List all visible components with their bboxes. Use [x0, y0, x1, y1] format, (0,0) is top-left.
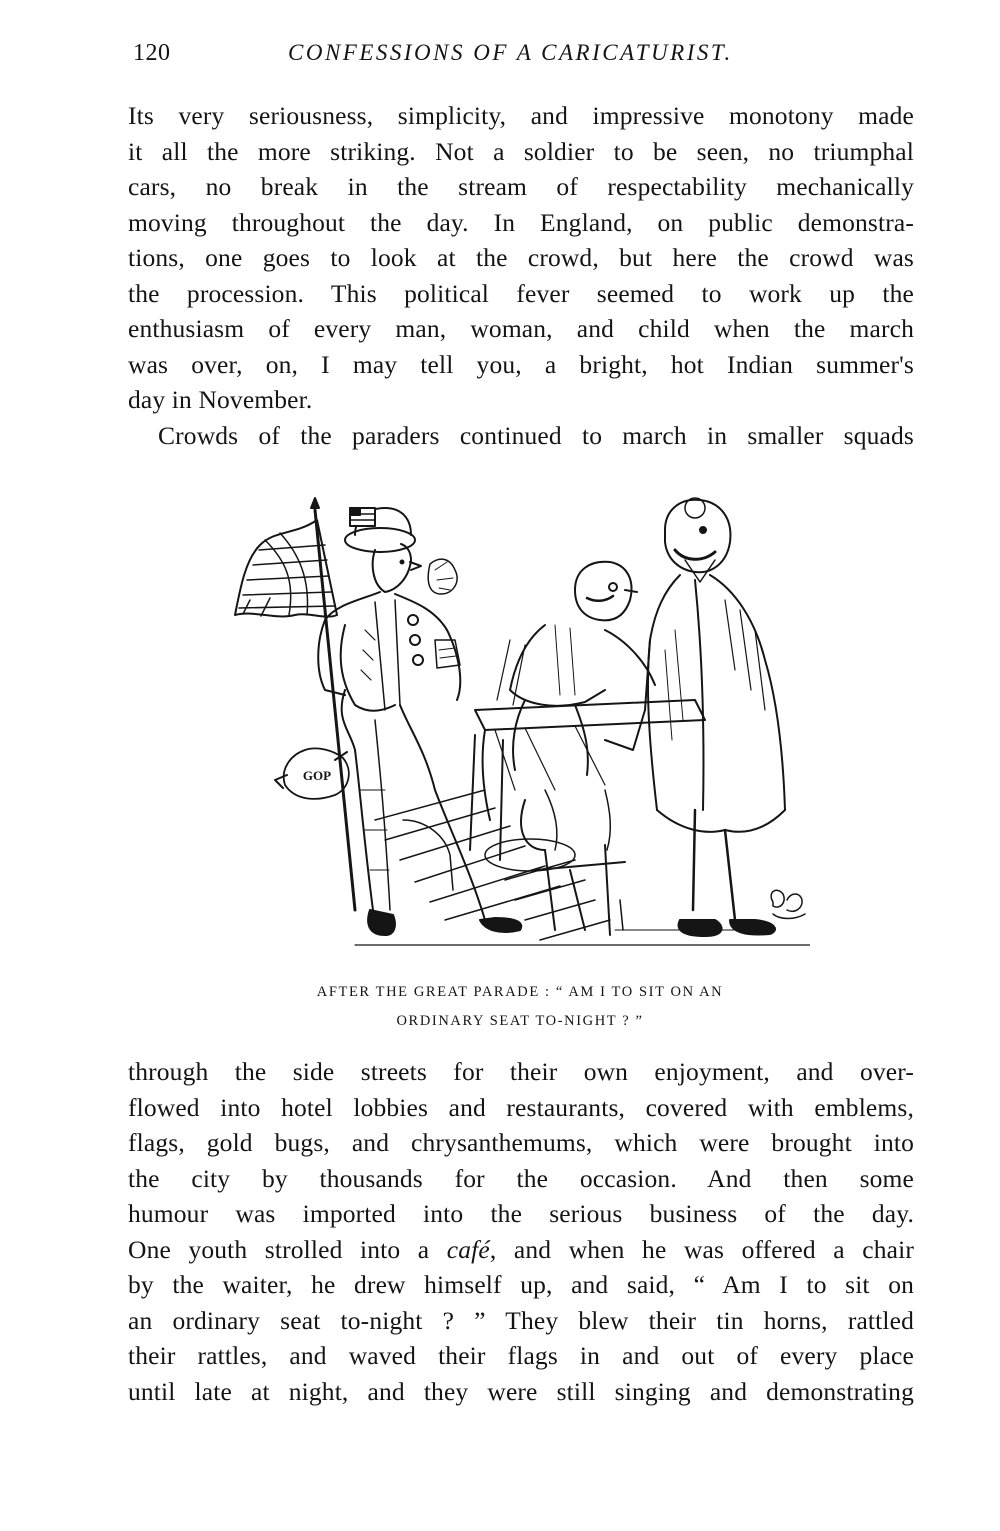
text-line: day in November.	[128, 385, 313, 414]
running-title: CONFESSIONS OF A CARICATURIST.	[288, 40, 733, 65]
text-line: cars, no break in the stream of respectability mechanically	[128, 172, 914, 201]
text-line: flags, gold bugs, and chrysanthemums, which were brought into	[128, 1128, 914, 1157]
body-text-bottom	[128, 1054, 914, 1409]
text-line: through the side streets for their own enjoyment, and over-	[128, 1057, 914, 1086]
text-line: enthusiasm of every man, woman, and child when the march	[128, 314, 914, 343]
text-line: it all the more striking. Not a soldier to be seen, no triumphal	[128, 136, 914, 166]
body-text-top	[128, 98, 914, 453]
text-fragment: , and when he was offered a chair	[489, 1234, 914, 1264]
text-line: Crowds of the paraders continued to march in smaller squads	[158, 420, 914, 450]
text-line-with-italic	[128, 1232, 914, 1268]
reveller-figure	[275, 508, 521, 935]
text-line: Its very seriousness, simplicity, and impressive monotony made	[128, 101, 914, 130]
italic-word: café	[446, 1234, 490, 1264]
page-number: 120	[133, 40, 171, 66]
chair-illustration	[403, 790, 625, 935]
text-line: an ordinary seat to-night ? ” They blew their tin horns, rattled	[128, 1305, 914, 1335]
gop-label: GOP	[302, 768, 332, 783]
text-line: moving throughout the day. In England, on public demonstra-	[128, 207, 914, 237]
text-line: by the waiter, he drew himself up, and said, “ Am I to sit on	[128, 1270, 914, 1299]
artist-signature	[771, 889, 805, 919]
text-line: the procession. This political fever seemed to work up the	[128, 278, 914, 308]
text-fragment: One youth strolled into a	[128, 1234, 447, 1264]
text-line: was over, on, I may tell you, a bright, hot Indian summer's	[128, 349, 914, 379]
text-line: tions, one goes to look at the crowd, but here the crowd was	[128, 243, 914, 272]
caricature-illustration	[225, 490, 810, 960]
text-line: the city by thousands for the occasion. And then some	[128, 1163, 914, 1193]
text-line: their rattles, and waved their flags in and out of every place	[128, 1341, 914, 1370]
text-line: flowed into hotel lobbies and restaurants, covered with emblems,	[128, 1092, 914, 1122]
flag-illustration	[235, 498, 355, 910]
text-line: humour was imported into the serious business of the day.	[128, 1199, 914, 1228]
figure-caption-line-1: AFTER THE GREAT PARADE : “ AM I TO SIT ON AN	[316, 984, 724, 1000]
text-line: until late at night, and they were still singing and demonstrating	[128, 1376, 914, 1406]
figure-caption-line-2: ORDINARY SEAT TO-NIGHT ? ”	[396, 1013, 644, 1029]
waiter-figure	[605, 498, 785, 936]
